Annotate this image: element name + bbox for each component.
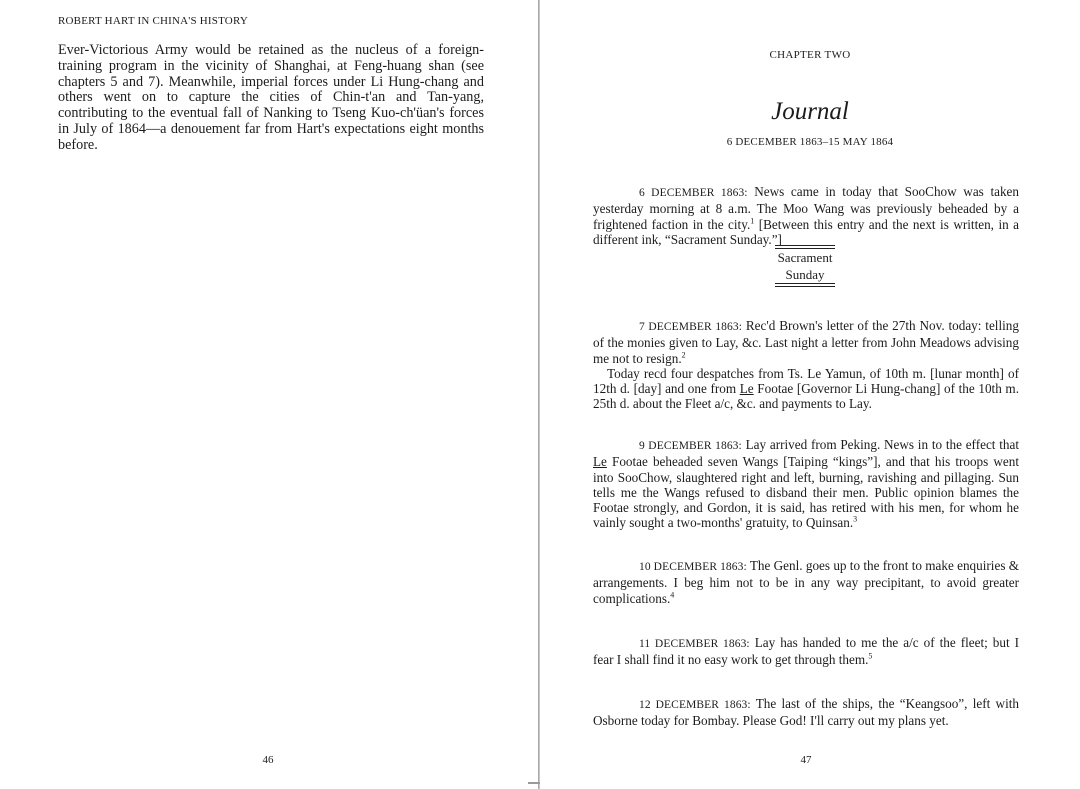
journal-entry [593,437,1019,531]
right-page [540,0,1080,789]
journal-entry [593,635,1019,668]
entry-date: 9 DECEMBER 1863: [639,440,742,452]
entry-date: 12 DECEMBER 1863: [639,699,751,711]
underlined-word: Le [593,454,607,470]
journal-entry [593,558,1019,606]
page-number-left: 46 [262,754,274,766]
entry-date: 6 DECEMBER 1863: [639,187,748,199]
entry-text: Rec'd Brown's letter of the 27th Nov. today: telling of the monies given to Lay, &c. Last night a letter from John Meadows advising me not to resign. [593,318,1019,366]
entry-date: 7 DECEMBER 1863: [639,321,743,333]
double-rule-bottom [775,283,835,287]
entry-date: 11 DECEMBER 1863: [639,638,750,650]
body-paragraph: Ever-Victorious Army would be retained as the nucleus of a foreign-training program in the vicinity of Shanghai, at Feng-huang shan (see chapters 5 and 7). Meanwhile, imperial forces under Li Hung-chang and others went on to capture the cities of Chin-t'an and Tan-yang, contributing to the eventual fall of Nanking to Tseng Kuo-ch'üan's forces in July of 1864—a denouement far from Hart's expectations eight months before. [58,42,484,153]
inscription-line: Sunday [785,267,825,282]
chapter-label: CHAPTER TWO [769,49,851,61]
entry-date: 10 DECEMBER 1863: [639,561,747,573]
inscription-line: Sacrament [777,250,833,265]
sacrament-sunday-inscription [775,245,835,287]
page-number-right: 47 [800,754,812,766]
journal-entry [593,696,1019,729]
entry-text: Lay arrived from Peking. News in to the effect that [745,437,1019,452]
underlined-word: Le [739,381,754,397]
entry-editorial-note: [Between this entry and the next is written, in a different ink, “Sacrament Sunday.”] [593,216,1020,247]
entry-text: The last of the ships, the “Keangsoo”, left with Osborne today for Bombay. Please God! I'll carry out my plans yet. [593,696,1019,729]
left-page [0,0,538,789]
entry-text: News came in today that SooChow was taken yesterday morning at 8 a.m. The Moo Wang was previously beheaded by a frightened faction in the city. [593,184,1019,232]
entry-text: The Genl. goes up to the front to make enquiries & arrangements. I beg him not to be in any way precipitant, to avoid greater complications. [593,558,1020,606]
entry-text: Today recd four despatches from Ts. Le Yamun, of 10th m. [lunar month] of 12th d. [day] and one from [593,365,1019,397]
footnote-ref: 1 [750,216,755,226]
entry-text: Footae [Governor Li Hung-chang] of the 10th m. 25th d. about the Fleet a/c, &c. and payments to Lay. [593,381,1019,412]
journal-entry [593,318,1019,412]
footnote-ref: 5 [868,651,873,661]
running-head: ROBERT HART IN CHINA'S HISTORY [58,15,249,27]
entry-text: Lay has handed to me the a/c of the fleet; but I fear I shall find it no easy work to get through them. [593,635,1020,668]
chapter-title: Journal [771,98,849,125]
journal-entry [593,184,1019,247]
entry-text: Footae beheaded seven Wangs [Taiping “kings”], and that his troops went into SooChow, slaughtered right and left, burning, ravishing and pillaging. Sun tells me the Wangs refused to disband their men. Public opinion blames the Footae strongly, and Gordon, it is said, has retired with his men, for whom he vainly sought a two-months' gratuity, to Quinsan. [593,454,1019,531]
footnote-ref: 4 [670,590,675,600]
footnote-ref: 2 [681,350,686,360]
footnote-ref: 3 [853,515,858,525]
chapter-date-range: 6 DECEMBER 1863–15 MAY 1864 [726,136,894,148]
